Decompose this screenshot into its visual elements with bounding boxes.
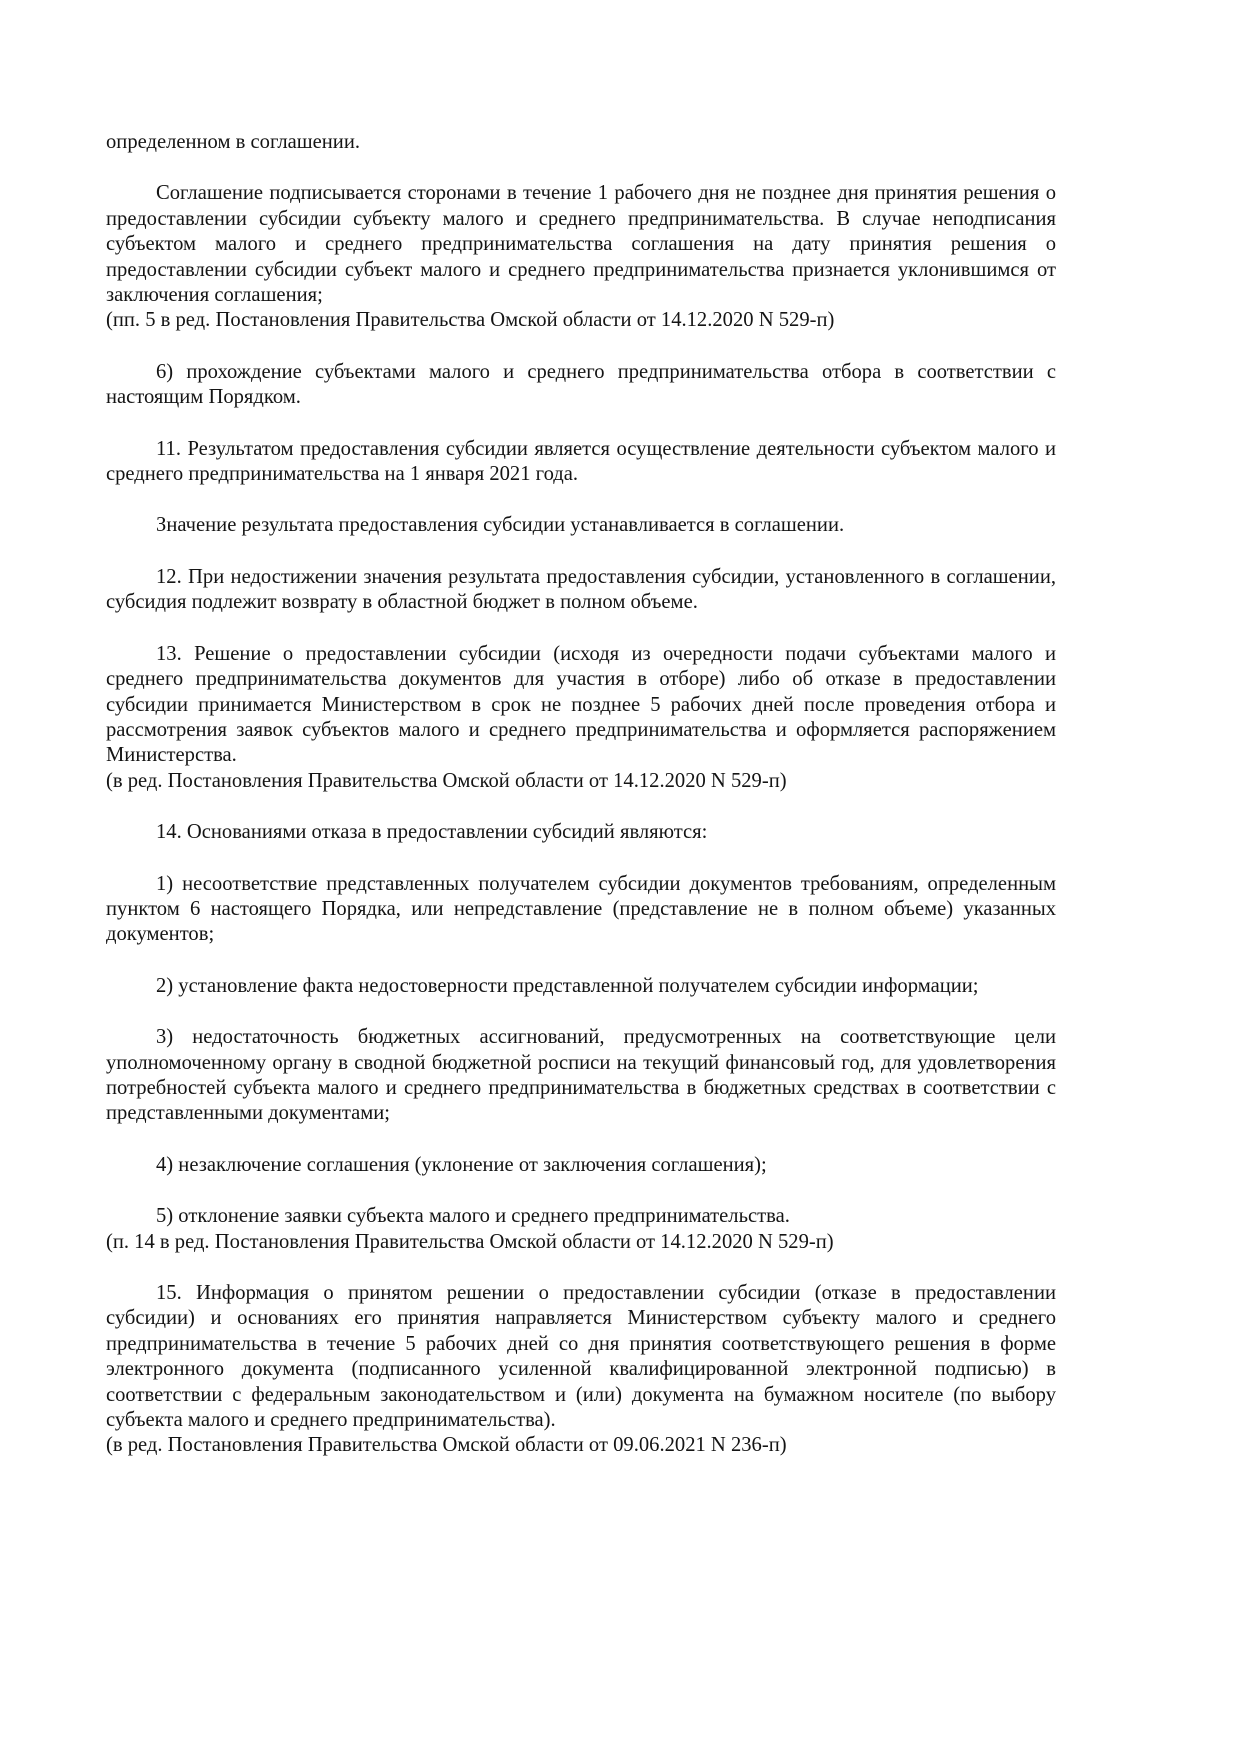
paragraph-clause-12: 12. При недостижении значения результата предоставления субсидии, установленного в соглашении, субсидия подлежит возврату в областной бюджет в полном объеме.: [106, 565, 1056, 614]
paragraph-ground-1: 1) несоответствие представленных получателем субсидии документов требованиям, определенным пунктом 6 настоящего Порядка, или непредставление (представление не в полном объеме) указанных документов;: [106, 872, 1056, 946]
paragraph-continuation: определенном в соглашении.: [106, 131, 360, 153]
paragraph-clause-11: 11. Результатом предоставления субсидии является осуществление деятельности субъектом малого и среднего предпринимательства на 1 января 2021 года.: [106, 437, 1056, 486]
paragraph-clause-14: 14. Основаниями отказа в предоставлении субсидий являются:: [156, 821, 708, 844]
paragraph-ground-3: 3) недостаточность бюджетных ассигнований, предусмотренных на соответствующие цели уполномоченному органу в сводной бюджетной росписи на текущий финансовый год, для удовлетворения потребностей субъекта малого и среднего предпринимательства в бюджетных средствах в соответствии с представленными документами;: [106, 1026, 1056, 1125]
paragraph-item-6: 6) прохождение субъектами малого и среднего предпринимательства отбора в соответствии с настоящим Порядком.: [106, 360, 1056, 409]
paragraph-ground-4: 4) незаключение соглашения (уклонение от заключения соглашения);: [156, 1153, 767, 1176]
paragraph-clause-15: 15. Информация о принятом решении о предоставлении субсидии (отказе в предоставлении субсидии) и основаниях его принятия направляется Министерством субъекту малого и среднего предпринимательства в течение 5 рабочих дней со дня принятия соответствующего решения в форме электронного документа (подписанного усиленной квалифицированной электронной подписью) в соответствии с федеральным законодательством и (или) документа на бумажном носителе (по выбору субъекта малого и среднего предпринимательства).: [106, 1282, 1056, 1432]
amendment-note: (в ред. Постановления Правительства Омской области от 14.12.2020 N 529-п): [106, 769, 787, 792]
paragraph-result-value: Значение результата предоставления субсидии устанавливается в соглашении.: [156, 514, 845, 537]
paragraph-ground-5: 5) отклонение заявки субъекта малого и среднего предпринимательства.: [156, 1205, 790, 1228]
amendment-note: (пп. 5 в ред. Постановления Правительства Омской области от 14.12.2020 N 529-п): [106, 309, 835, 332]
paragraph-agreement-signing: Соглашение подписывается сторонами в течение 1 рабочего дня не позднее дня принятия решения о предоставлении субсидии субъекту малого и среднего предпринимательства. В случае неподписания субъектом малого и среднего предпринимательства соглашения на дату принятия решения о предоставлении субсидии субъект малого и среднего предпринимательства признается уклонившимся от заключения соглашения;: [106, 182, 1056, 307]
paragraph-ground-2: 2) установление факта недостоверности представленной получателем субсидии информации;: [156, 974, 979, 997]
amendment-note: (в ред. Постановления Правительства Омской области от 09.06.2021 N 236-п): [106, 1434, 787, 1457]
amendment-note: (п. 14 в ред. Постановления Правительства Омской области от 14.12.2020 N 529-п): [106, 1230, 834, 1253]
paragraph-clause-13: 13. Решение о предоставлении субсидии (исходя из очередности подачи субъектами малого и среднего предпринимательства документов для участия в отборе) либо об отказе в предоставлении субсидии принимается Министерством в срок не позднее 5 рабочих дней после проведения отбора и рассмотрения заявок субъектов малого и среднего предпринимательства и оформляется распоряжением Министерства.: [106, 642, 1056, 767]
document-page: [106, 130, 1056, 1485]
